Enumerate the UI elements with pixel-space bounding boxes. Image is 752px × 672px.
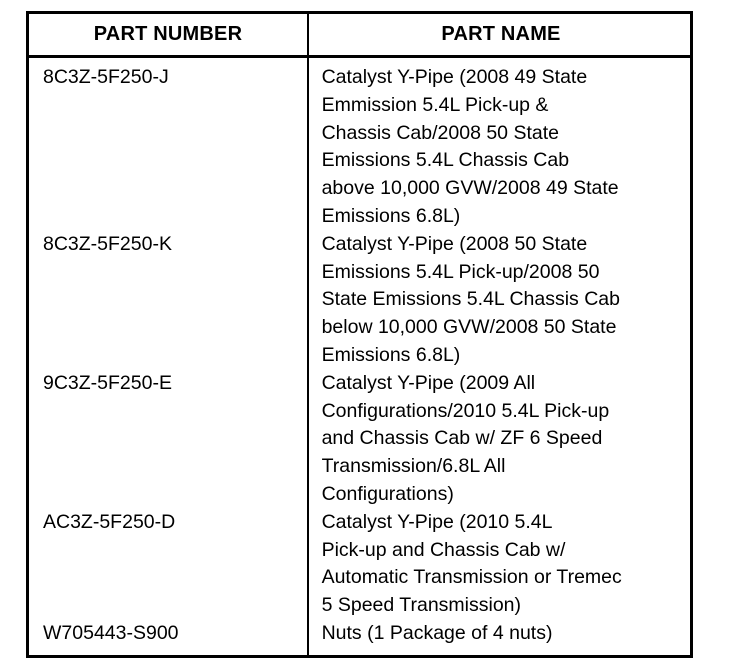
part-name-line: above 10,000 GVW/2008 49 State — [321, 177, 619, 200]
table-row — [29, 370, 690, 509]
table-row — [29, 231, 690, 370]
part-name-line: Transmission/6.8L All — [321, 455, 506, 478]
part-name-line: Catalyst Y-Pipe (2009 All — [321, 371, 536, 394]
header-divider — [29, 55, 690, 58]
part-name-line: Emmission 5.4L Pick-up & — [321, 93, 549, 116]
part-number-cell: AC3Z-5F250-D — [43, 510, 176, 533]
part-name-line: Configurations/2010 5.4L Pick-up — [321, 399, 610, 422]
header-part-name: PART NAME — [441, 23, 561, 45]
part-name-line: Chassis Cab/2008 50 State — [321, 121, 559, 144]
header-part-number: PART NUMBER — [93, 23, 243, 45]
part-name-line: Configurations) — [321, 482, 454, 505]
part-name-line: Emissions 5.4L Pick-up/2008 50 — [321, 260, 600, 283]
part-name-line: Catalyst Y-Pipe (2008 49 State — [321, 66, 588, 88]
part-name-line: Nuts (1 Package of 4 nuts) — [321, 621, 553, 644]
parts-table — [26, 11, 693, 658]
part-number-cell: 8C3Z-5F250-J — [43, 66, 169, 88]
part-name-cell — [307, 64, 690, 231]
table-row — [29, 509, 690, 620]
part-name-cell — [307, 231, 690, 370]
part-name-line: 5 Speed Transmission) — [321, 594, 522, 617]
part-name-line: below 10,000 GVW/2008 50 State — [321, 316, 617, 339]
part-name-cell — [307, 509, 690, 620]
part-name-line: Emissions 6.8L) — [321, 343, 461, 366]
table-row — [29, 620, 690, 648]
part-name-line: Automatic Transmission or Tremec — [321, 566, 622, 589]
part-name-line: Catalyst Y-Pipe (2008 50 State — [321, 232, 588, 255]
table-body — [29, 64, 690, 648]
part-name-line: Pick-up and Chassis Cab w/ — [321, 538, 566, 561]
part-name-cell — [307, 370, 690, 509]
part-number-cell: 8C3Z-5F250-K — [43, 232, 172, 255]
part-name-line: Catalyst Y-Pipe (2010 5.4L — [321, 510, 553, 533]
part-name-line: Emissions 5.4L Chassis Cab — [321, 149, 570, 172]
part-name-line: State Emissions 5.4L Chassis Cab — [321, 288, 620, 311]
table-row — [29, 64, 690, 231]
part-name-cell — [307, 620, 690, 648]
part-name-line: Emissions 6.8L) — [321, 204, 461, 227]
part-name-line: and Chassis Cab w/ ZF 6 Speed — [321, 427, 603, 450]
part-number-cell: W705443-S900 — [43, 621, 179, 644]
part-number-cell: 9C3Z-5F250-E — [43, 371, 172, 394]
